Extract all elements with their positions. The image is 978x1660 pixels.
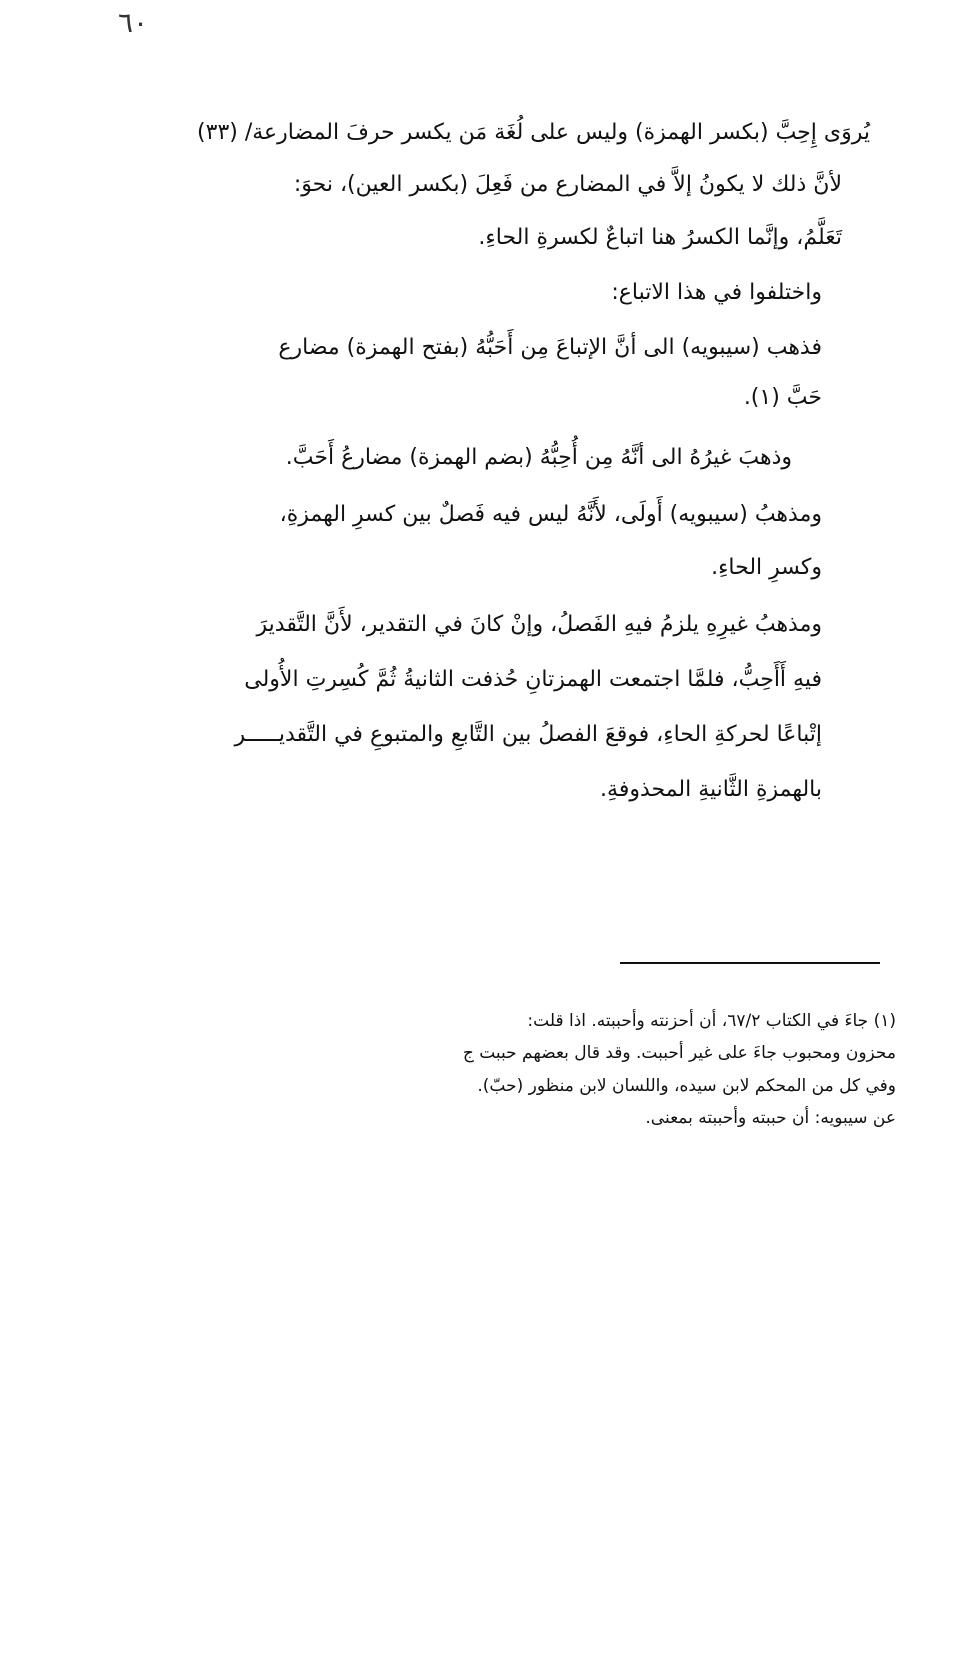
- text-line: وكسرِ الحاءِ.: [711, 555, 822, 580]
- footnote-line: وفي كل من المحكم لابن سيده، واللسان لابن منظور (حبّ).: [477, 1075, 896, 1096]
- text-line: ومذهبُ غيرِهِ يلزمُ فيهِ الفَصلُ، وإنْ كانَ في التقدير، لأَنَّ التَّقديرَ: [256, 612, 822, 637]
- text-line: يُروَى إِحِبَّ (بكسر الهمزة) وليس على لُغَة مَن يكسر حرفَ المضارعة/ (٣٣): [197, 120, 870, 145]
- page-number: ٦٠: [118, 6, 149, 39]
- text-line: إتْباعًا لحركةِ الحاءِ، فوقعَ الفصلُ بين التَّابعِ والمتبوعِ في التَّقديـــــر: [234, 722, 822, 747]
- footnote-line: (١) جاءَ في الكتاب ٦٧/٢، أن أحزنته وأحببته. اذا قلت:: [527, 1011, 896, 1031]
- footnote: [136, 1005, 896, 1134]
- footnote-line: عن سيبويه: أن حببته وأحببته بمعنى.: [645, 1107, 896, 1128]
- text-line: تَعَلَّمُ، وإنَّما الكسرُ هنا اتباعٌ لكسرةِ الحاءِ.: [478, 225, 842, 250]
- text-line: فذهب (سيبويه) الى أنَّ الإتباعَ مِن أَحَبُّهُ (بفتح الهمزة) مضارع: [278, 335, 822, 360]
- text-line: ومذهبُ (سيبويه) أَولَى، لأَنَّهُ ليس فيه فَصلٌ بين كسرِ الهمزةِ،: [279, 502, 822, 527]
- text-line: وذهبَ غيرُهُ الى أنَّهُ مِن أُحِبُّهُ (بضم الهمزة) مضارعُ أَحَبَّ.: [285, 445, 792, 470]
- text-line: فيهِ أَأَحِبُّ، فلمَّا اجتمعت الهمزتانِ حُذفت الثانيةُ ثُمَّ كُسِرتِ الأُولى: [244, 667, 822, 692]
- text-line: حَبَّ (١).: [743, 385, 822, 410]
- text-line: بالهمزةِ الثَّانيةِ المحذوفةِ.: [600, 777, 822, 802]
- text-line: لأنَّ ذلك لا يكونُ إلاَّ في المضارع من فَعِلَ (بكسر العين)، نحوَ:: [293, 172, 842, 197]
- footnote-line: محزون ومحبوب جاءَ على غير أحببت. وقد قال بعضهم حببت ج: [462, 1043, 896, 1064]
- main-text: [110, 0, 870, 820]
- footnote-divider: [620, 962, 880, 964]
- text-line: واختلفوا في هذا الاتباع:: [611, 280, 822, 305]
